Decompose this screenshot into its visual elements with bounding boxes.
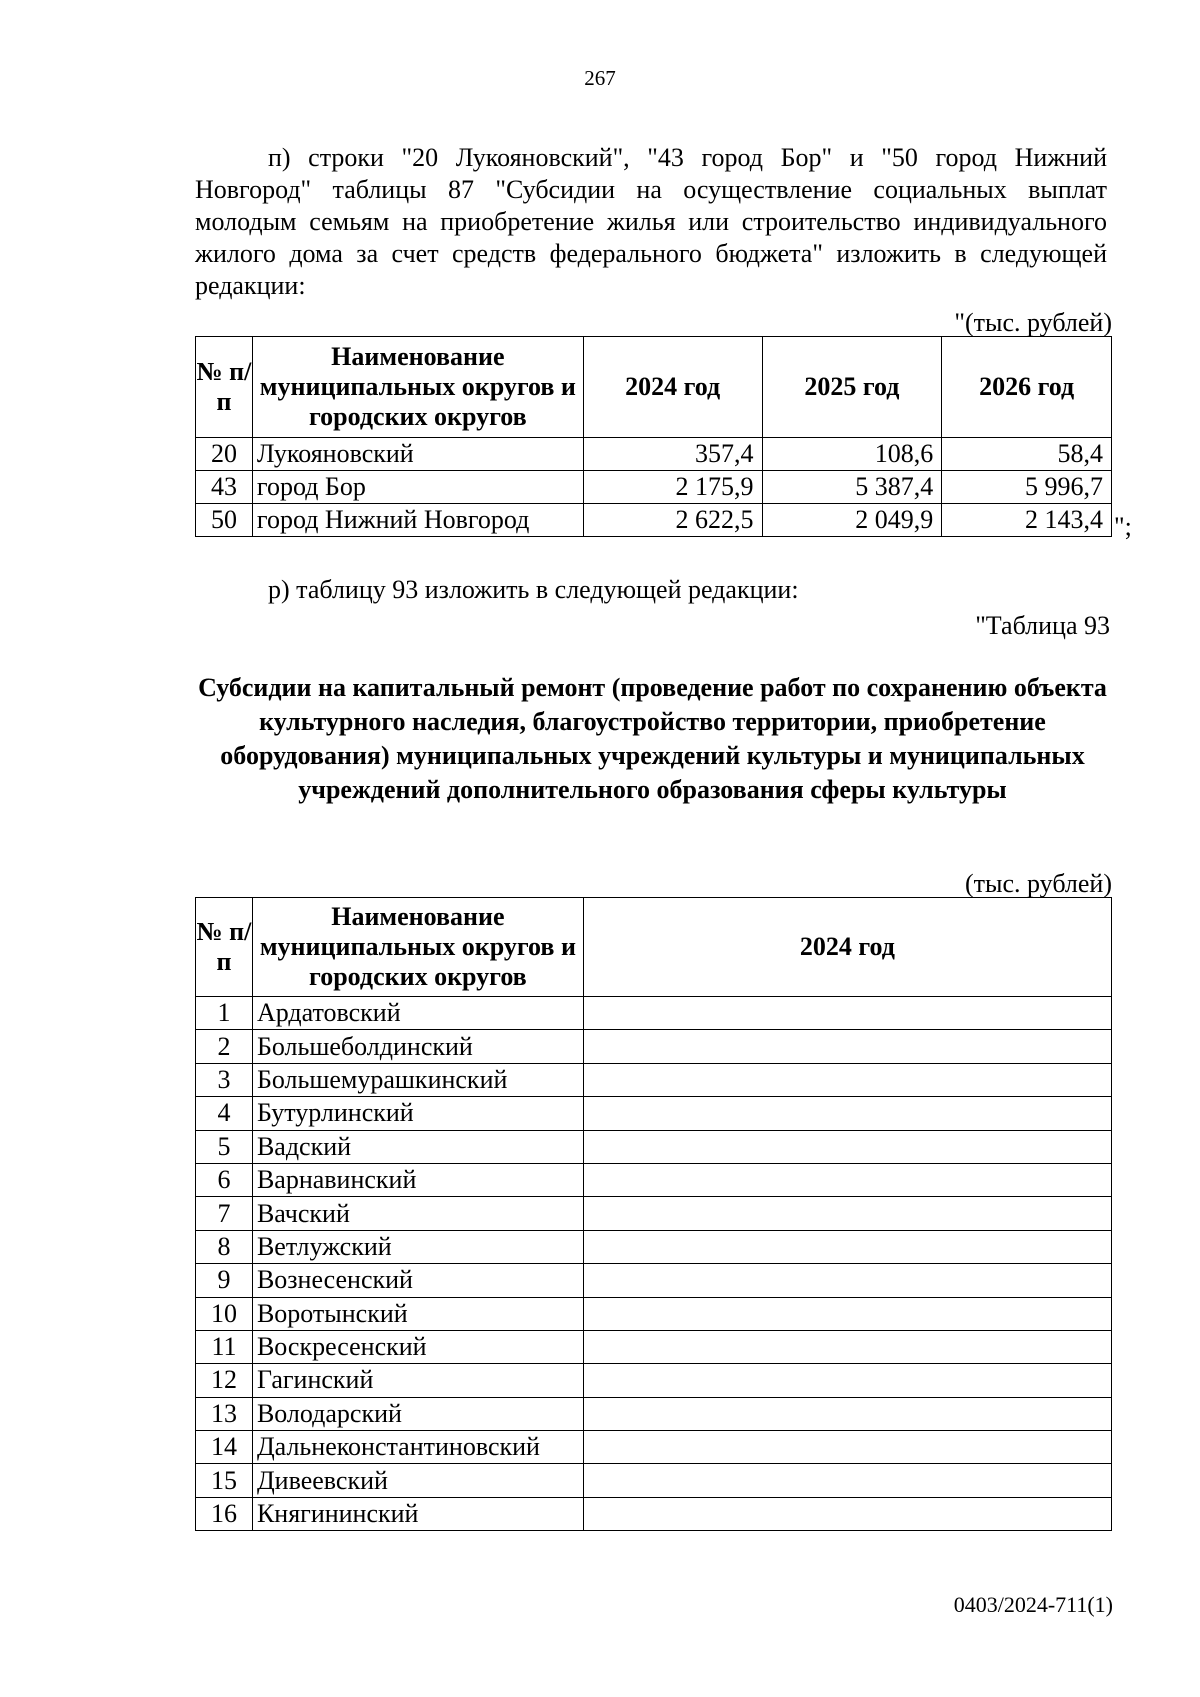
table-row: [196, 1330, 1112, 1363]
table-row: [196, 438, 1112, 471]
row-value-2024: [583, 1130, 1111, 1163]
row-name: Вознесенский: [252, 1264, 583, 1297]
header-2026: 2026 год: [942, 337, 1112, 438]
table-row: [196, 1063, 1112, 1096]
row-name: Вачский: [252, 1197, 583, 1230]
row-name: Большемурашкинский: [252, 1063, 583, 1096]
row-value-2024: [583, 1330, 1111, 1363]
table2-unit: (тыс. рублей): [964, 869, 1112, 898]
table-row: [196, 1264, 1112, 1297]
row-value-2024: [583, 1063, 1111, 1096]
row-value-2024: [583, 1030, 1111, 1063]
row-name: Гагинский: [252, 1364, 583, 1397]
row-value-2024: 2 622,5: [583, 504, 762, 537]
row-num: 43: [196, 471, 253, 504]
table-row: [196, 1197, 1112, 1230]
row-num: 20: [196, 438, 253, 471]
row-name: Дивеевский: [252, 1464, 583, 1497]
row-name: город Бор: [252, 471, 583, 504]
table-row: [196, 1230, 1112, 1263]
row-num: 16: [196, 1497, 253, 1530]
row-num: 50: [196, 504, 253, 537]
table-row: [196, 1397, 1112, 1430]
row-value-2024: [583, 1197, 1111, 1230]
row-value-2024: [583, 1297, 1111, 1330]
row-value-2024: [583, 1464, 1111, 1497]
table1-unit: "(тыс. рублей): [954, 308, 1112, 337]
row-value-2026: 58,4: [942, 438, 1112, 471]
table-row: [196, 1497, 1112, 1530]
row-name: Княгининский: [252, 1497, 583, 1530]
row-value-2024: [583, 1497, 1111, 1530]
row-name: Ардатовский: [252, 997, 583, 1030]
row-name: Лукояновский: [252, 438, 583, 471]
row-value-2025: 2 049,9: [762, 504, 942, 537]
row-value-2024: [583, 997, 1111, 1030]
row-num: 7: [196, 1197, 253, 1230]
row-value-2024: 2 175,9: [583, 471, 762, 504]
table-93: [195, 897, 1112, 1531]
table-row: [196, 471, 1112, 504]
row-num: 3: [196, 1063, 253, 1096]
page-number: 267: [584, 66, 616, 90]
row-name: Большеболдинский: [252, 1030, 583, 1063]
table-row: [196, 1464, 1112, 1497]
table-row: [196, 1431, 1112, 1464]
row-num: 15: [196, 1464, 253, 1497]
row-num: 2: [196, 1030, 253, 1063]
row-num: 10: [196, 1297, 253, 1330]
row-value-2024: [583, 1264, 1111, 1297]
header-num: № п/п: [196, 337, 253, 438]
row-name: Ветлужский: [252, 1230, 583, 1263]
row-value-2025: 108,6: [762, 438, 942, 471]
document-code: 0403/2024-711(1): [953, 1592, 1113, 1617]
closing-quote: ";: [1114, 512, 1132, 541]
table-93-label: "Таблица 93: [975, 611, 1110, 640]
header-2024: 2024 год: [583, 898, 1111, 997]
header-num: № п/п: [196, 898, 253, 997]
row-num: 1: [196, 997, 253, 1030]
row-num: 11: [196, 1330, 253, 1363]
row-value-2024: [583, 1364, 1111, 1397]
row-num: 12: [196, 1364, 253, 1397]
row-name: Вадский: [252, 1130, 583, 1163]
row-name: Варнавинский: [252, 1163, 583, 1196]
table-row: [196, 1030, 1112, 1063]
row-value-2024: 357,4: [583, 438, 762, 471]
table-header-row: [196, 898, 1112, 997]
row-num: 9: [196, 1264, 253, 1297]
paragraph-p-text: п) строки "20 Лукояновский", "43 город Бор" и "50 город Нижний Новгород" таблицы 87 "Субсидии на осуществление социальных выплат молодым семьям на приобретение жилья или строительство индивидуального жилого дома за счет средств федерального бюджета" изложить в следующей редакции:: [195, 143, 1107, 300]
row-name: Воскресенский: [252, 1330, 583, 1363]
table-row: [196, 1297, 1112, 1330]
row-name: Воротынский: [252, 1297, 583, 1330]
row-value-2025: 5 387,4: [762, 471, 942, 504]
table-row: [196, 997, 1112, 1030]
row-value-2024: [583, 1097, 1111, 1130]
row-value-2026: 5 996,7: [942, 471, 1112, 504]
table-row: [196, 1130, 1112, 1163]
row-num: 13: [196, 1397, 253, 1430]
header-name: Наименование муниципальных округов и городских округов: [252, 337, 583, 438]
row-name: город Нижний Новгород: [252, 504, 583, 537]
row-value-2024: [583, 1397, 1111, 1430]
row-name: Бутурлинский: [252, 1097, 583, 1130]
row-num: 14: [196, 1431, 253, 1464]
row-num: 6: [196, 1163, 253, 1196]
row-num: 8: [196, 1230, 253, 1263]
table-row: [196, 1364, 1112, 1397]
paragraph-p: [195, 142, 1107, 302]
header-2025: 2025 год: [762, 337, 942, 438]
row-value-2024: [583, 1163, 1111, 1196]
table-93-title: Субсидии на капитальный ремонт (проведение работ по сохранению объекта культурного наследия, благоустройство территории, приобретение оборудования) муниципальных учреждений культуры и муниципальных учреждений дополнительного образования сферы культуры: [198, 673, 1107, 804]
table-row: [196, 504, 1112, 537]
row-num: 4: [196, 1097, 253, 1130]
row-num: 5: [196, 1130, 253, 1163]
row-name: Володарский: [252, 1397, 583, 1430]
row-name: Дальнеконстантиновский: [252, 1431, 583, 1464]
row-value-2024: [583, 1230, 1111, 1263]
header-2024: 2024 год: [583, 337, 762, 438]
header-name: Наименование муниципальных округов и городских округов: [252, 898, 583, 997]
table-header-row: [196, 337, 1112, 438]
table-row: [196, 1163, 1112, 1196]
row-value-2026: 2 143,4: [942, 504, 1112, 537]
paragraph-r: р) таблицу 93 изложить в следующей редакции:: [268, 575, 799, 604]
table-row: [196, 1097, 1112, 1130]
table-87-excerpt: [195, 336, 1112, 537]
row-value-2024: [583, 1431, 1111, 1464]
